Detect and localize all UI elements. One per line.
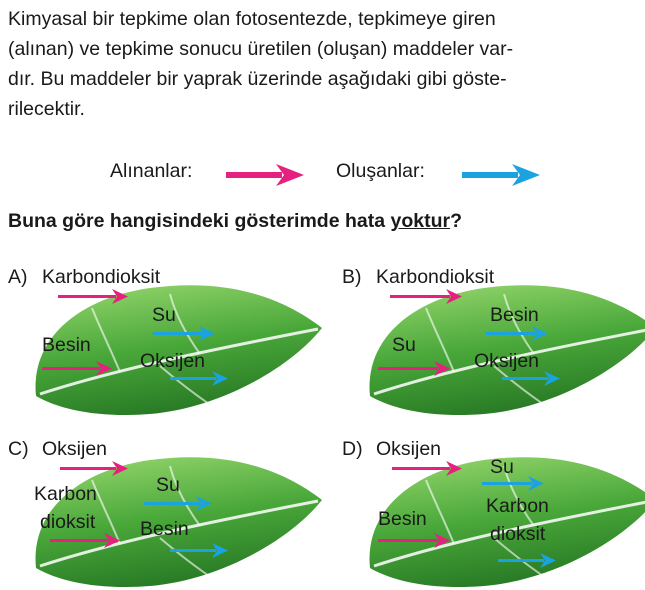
substance-right-bottom: Oksijen bbox=[474, 350, 540, 372]
substance-right-bottom-line-1: Karbon bbox=[486, 495, 549, 517]
substance-right-top: Su bbox=[156, 474, 180, 496]
intro-line-4: rilecektir. bbox=[8, 98, 85, 120]
substance-left: Besin bbox=[378, 508, 427, 530]
legend-taken-label: Alınanlar: bbox=[110, 160, 193, 182]
legend-produced-label: Oluşanlar: bbox=[336, 160, 425, 182]
option-letter: C) bbox=[8, 438, 29, 460]
substance-top: Karbondioksit bbox=[42, 266, 161, 288]
substance-top: Oksijen bbox=[42, 438, 108, 460]
question-after: ? bbox=[450, 210, 463, 232]
question-underlined: yoktur bbox=[390, 210, 451, 232]
substance-right-top: Su bbox=[490, 456, 514, 478]
option-b[interactable] bbox=[334, 258, 645, 418]
legend-taken-arrow-icon bbox=[226, 164, 304, 186]
substance-right-bottom: Oksijen bbox=[140, 350, 206, 372]
substance-right-bottom-line-2: dioksit bbox=[490, 523, 546, 545]
option-letter: B) bbox=[342, 266, 362, 288]
substance-top: Oksijen bbox=[376, 438, 442, 460]
substance-left: Besin bbox=[42, 334, 91, 356]
question-text bbox=[8, 210, 462, 233]
option-c[interactable] bbox=[0, 430, 320, 590]
substance-top: Karbondioksit bbox=[376, 266, 495, 288]
option-letter: D) bbox=[342, 438, 363, 460]
legend-produced-arrow-icon bbox=[462, 164, 540, 186]
intro-text bbox=[8, 4, 638, 124]
substance-right-top: Besin bbox=[490, 304, 539, 326]
substance-right-bottom: Besin bbox=[140, 518, 189, 540]
substance-right-top: Su bbox=[152, 304, 176, 326]
intro-line-2: (alınan) ve tepkime sonucu üretilen (oluşan) maddeler var- bbox=[8, 38, 514, 60]
option-d[interactable] bbox=[334, 430, 645, 590]
substance-left: Su bbox=[392, 334, 416, 356]
substance-left-line-1: Karbon bbox=[34, 483, 97, 505]
question-before: Buna göre hangisindeki gösterimde hata bbox=[8, 210, 391, 232]
option-letter: A) bbox=[8, 266, 28, 288]
intro-line-3: dır. Bu maddeler bir yaprak üzerinde aşağıdaki gibi göste- bbox=[8, 68, 507, 90]
intro-line-1: Kimyasal bir tepkime olan fotosentezde, tepkimeye giren bbox=[8, 8, 496, 30]
substance-left-line-2: dioksit bbox=[40, 511, 96, 533]
option-a[interactable] bbox=[0, 258, 320, 418]
